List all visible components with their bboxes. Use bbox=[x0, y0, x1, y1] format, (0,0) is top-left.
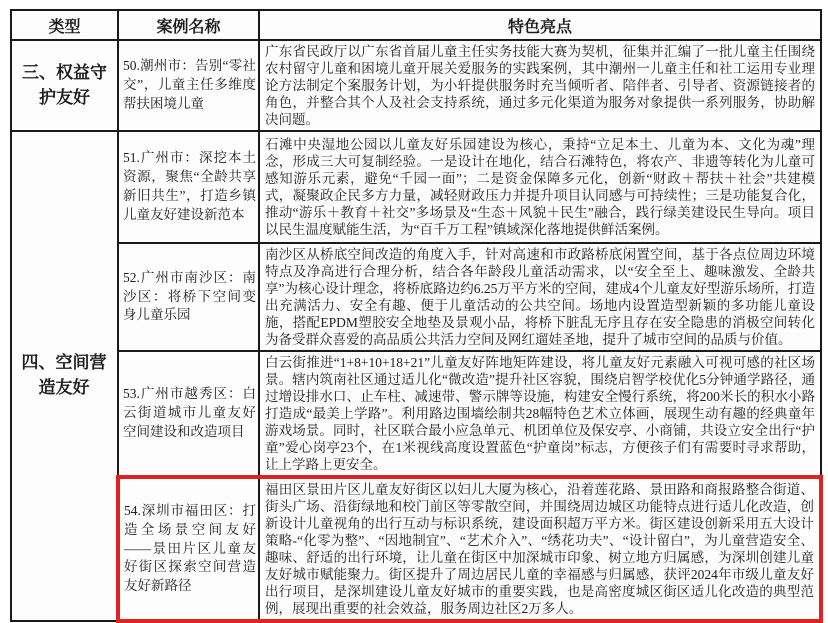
case-highlight-cell-50: 广东省民政厅以广东省首届儿童主任实务技能大赛为契机，征集并汇编了一批儿童主任围绕农村留守儿童和困境儿童开展关爱服务的实践案例，其中潮州一儿童主任和社工运用专业理论方法制定个案服务计划，为小轩提供服务时充当倾听者、陪伴者、引导者、资源链接者的角色，并整合其个人及社会支持系统，通过多元化渠道为服务对象提供一系列服务，协助解决问题。 bbox=[259, 40, 821, 131]
column-header-type: 类型 bbox=[11, 10, 118, 40]
column-header-highlight: 特色亮点 bbox=[259, 10, 821, 40]
case-name-cell-52: 52.广州市南沙区：南沙区：将桥下空间变身儿童乐园 bbox=[118, 243, 259, 351]
case-name-cell-54: 54.深圳市福田区：打造全场景空间友好——景田片区儿童友好街区探索空间营造友好新路径 bbox=[118, 477, 259, 621]
document-page bbox=[10, 9, 820, 623]
case-highlight-cell-51: 石滩中央湿地公园以儿童友好乐园建设为核心，秉持“立足本土、儿童为本、文化为魂”理念，形成三大可复制经验。一是设计在地化，结合石滩特色，将农产、非遗等转化为儿童可感知游乐元素，避免“千园一面”；二是资金保障多元化，创新“财政＋帮扶＋社会”共建模式，凝聚政企民多方力量，减轻财政压力并提升项目认同感与可持续性；三是功能复合化，推动“游乐＋教育＋社交”多场景及“生态＋风貌＋民生”融合，践行绿美建设民生导向。项目以民生温度赋能生活，为“百千万工程”镇域深化落地提供鲜活案例。 bbox=[259, 131, 821, 243]
case-row-52 bbox=[11, 243, 821, 351]
case-row-51 bbox=[11, 131, 821, 243]
case-highlight-cell-53: 白云街推进“1+8+10+18+21”儿童友好阵地矩阵建设，将儿童友好元素融入可视可感的社区场景。辖内筑南社区通过适儿化“微改造”提升社区容貌，围绕启智学校优化5分钟通学路径，通过增设排水口、止车柱、减速带、警示牌等设施，构建安全慢行系统，将200米长的积水小路打造成“最美上学路”。利用路边围墙绘制共28幅特色艺术立体画，展现生动有趣的经典童年游戏场景。同时，社区联合最小应急单元、机团单位及保安亭、小商铺，共设立安全出行“护童”爱心岗亭23个，在1米视线高度设置蓝色“护童岗”标志，方便孩子们有需要时寻求帮助，让上学路上更安全。 bbox=[259, 351, 821, 477]
case-row-54-emphasized bbox=[11, 477, 821, 621]
type-group-space-creation: 四、空间营造友好 bbox=[11, 131, 118, 621]
case-name-cell-53: 53.广州市越秀区：白云街道城市儿童友好空间建设和改造项目 bbox=[118, 351, 259, 477]
type-group-rights-protection: 三、权益守护友好 bbox=[11, 40, 118, 131]
case-name-cell-51: 51.广州市：深挖本土资源，聚焦“全龄共享 新旧共生”，打造乡镇儿童友好建设新范本 bbox=[118, 131, 259, 243]
case-highlight-cell-54: 福田区景田片区儿童友好街区以妇儿大厦为核心，沿着莲花路、景田路和商报路整合街道、街头广场、沿街绿地和校门前区等零散空间，并围绕周边城区功能特点进行适儿化改造，创新设计儿童视角的出行互动与标识系统，建设面积超万平方米。街区建设创新采用五大设计策略-“化零为整”、“因地制宜”、“艺术介入”、“绣花功夫”、“设计留白”，为儿童营造安全、趣味、舒适的出行环境，让儿童在街区中加深城市印象、树立地方归属感，为深圳创建儿童友好城市赋能聚力。街区提升了周边居民儿童的幸福感与归属感，获评2024年市级儿童友好出行项目，是深圳建设儿童友好城市的重要实践，也是高密度城区街区适儿化改造的典型范例，展现出重要的社会效益，服务周边社区2万多人。 bbox=[259, 477, 821, 621]
case-row-50 bbox=[11, 40, 821, 131]
case-highlight-cell-52: 南沙区从桥底空间改造的角度入手，针对高速和市政路桥底闲置空间，基于各点位周边环境特点及净高进行合理分析，结合各年龄段儿童活动需求，以“安全至上、趣味激发、全龄共享”为核心设计理念，将桥底路边约6.25万平方米的空间，建成4个儿童友好型游乐场所，打造出充满活力、安全有趣、便于儿童活动的公共空间。场地内设置造型新颖的多功能儿童设施，搭配EPDM塑胶安全地垫及景观小品，将桥下脏乱无序且存在安全隐患的消极空间转化为备受群众喜爱的高品质公共活力空间及网红遛娃圣地，提升了城市空间的品质与价值。 bbox=[259, 243, 821, 351]
case-row-53 bbox=[11, 351, 821, 477]
case-table bbox=[10, 9, 823, 623]
case-name-cell-50: 50.潮州市：告别“零社交”，儿童主任多维度帮扶困境儿童 bbox=[118, 40, 259, 131]
table-header-row bbox=[11, 10, 821, 40]
column-header-case-name: 案例名称 bbox=[118, 10, 259, 40]
